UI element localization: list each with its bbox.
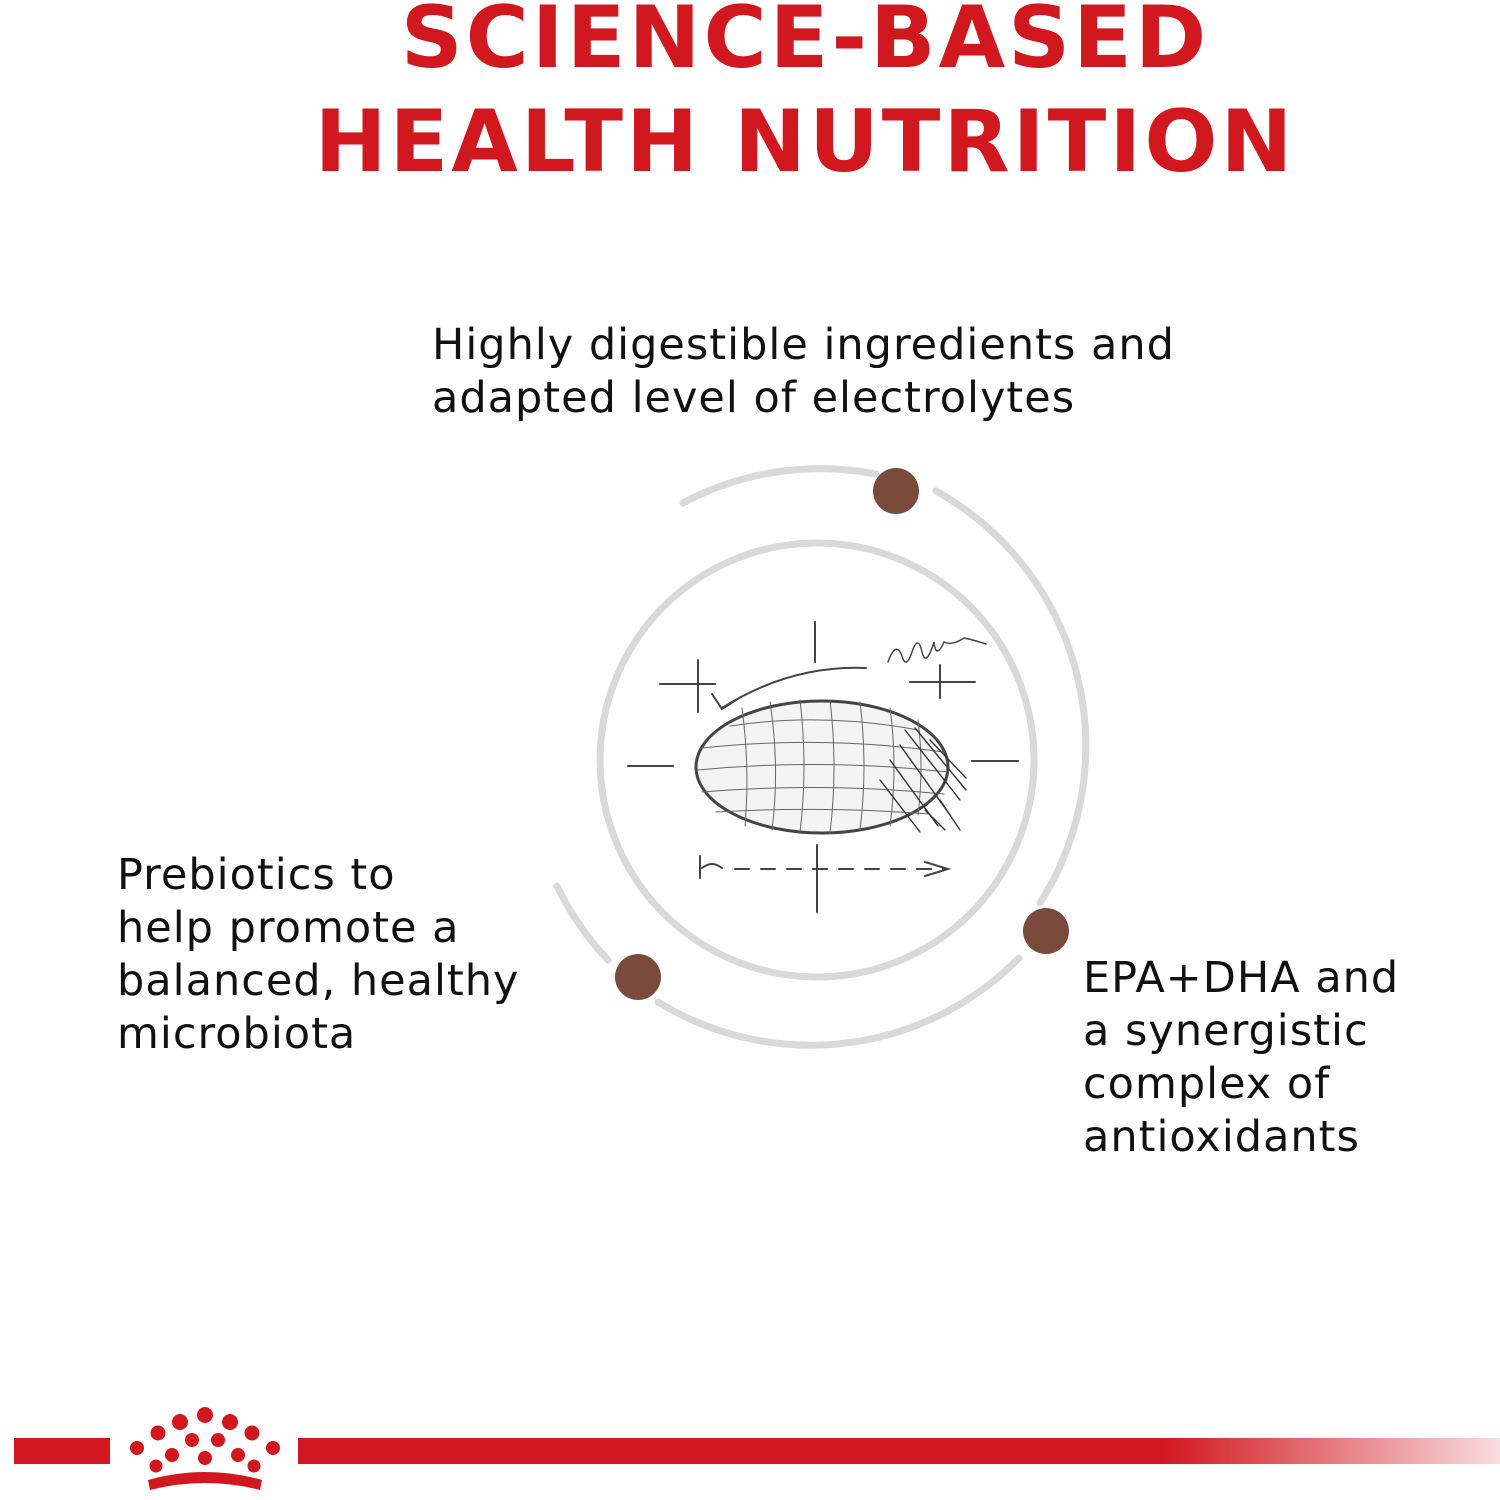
outer-arc-top: [683, 469, 876, 503]
benefit-line: EPA+DHA and: [1083, 953, 1400, 1003]
brand-bar-left: [14, 1438, 110, 1464]
dot-marker-top: [873, 468, 919, 514]
benefit-line: a synergistic: [1083, 1006, 1369, 1056]
kibble-sketch-icon: [628, 622, 1018, 912]
benefit-line: antioxidants: [1083, 1112, 1360, 1162]
outer-arc-bottom-right: [658, 958, 1019, 1045]
benefit-line: microbiota: [117, 1009, 357, 1059]
headline-line-2: HEALTH NUTRITION: [314, 92, 1296, 192]
outer-arc-left: [557, 886, 608, 960]
outer-arc-right: [936, 491, 1086, 903]
kibble-body: [696, 700, 966, 833]
brand-bar-right: [298, 1438, 1500, 1464]
benefit-line: adapted level of electrolytes: [432, 373, 1076, 423]
headline-line-1: SCIENCE-BASED: [400, 0, 1210, 88]
benefit-line: Prebiotics to: [117, 850, 396, 900]
benefit-line: Highly digestible ingredients and: [432, 320, 1175, 370]
benefit-line: balanced, healthy: [117, 956, 520, 1006]
dot-marker-left: [615, 954, 661, 1000]
dimension-line: [700, 856, 948, 878]
benefit-line: complex of: [1083, 1059, 1331, 1109]
benefit-line: help promote a: [117, 903, 460, 953]
royal-canin-crown-logo: [120, 1400, 290, 1500]
dot-marker-right: [1023, 908, 1069, 954]
signature: [888, 638, 986, 662]
